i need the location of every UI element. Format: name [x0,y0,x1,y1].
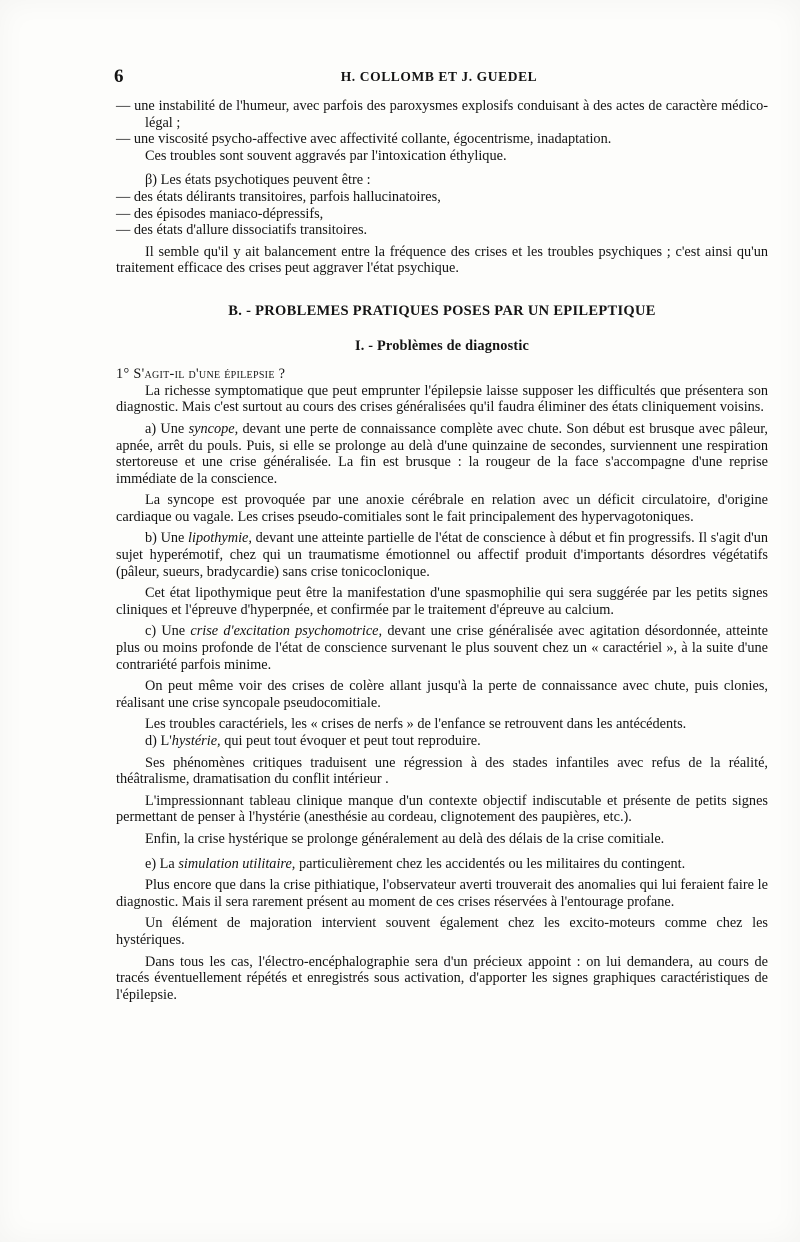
paragraph: β) Les états psychotiques peuvent être : [145,172,371,189]
paragraph: La richesse symptomatique que peut emprunter l'épilepsie laisse supposer les difficultés que présentera son diagnostic. Mais c'est surtout au cours des crises généralisées qu'il faudra éliminer des états cliniquement voisins. [116,382,768,416]
list-item: — une instabilité de l'humeur, avec parfois des paroxysmes explosifs conduisant à des actes de caractère médico-légal ; [116,98,768,131]
item-lead: e) La [145,855,179,872]
paragraph: Les troubles caractériels, les « crises de nerfs » de l'enfance se retrouvent dans les antécédents. [145,716,687,733]
item-text: devant une perte de connaissance complète avec chute. Son début est brusque avec pâleur, apnée, arrêt du pouls. Puis, si elle se prolonge au delà d'une quinzaine de secondes, surviennent une respiration stertoreuse et une crise généralisée. La fin est brusque : la rougeur de la face s'accompagne d'une reprise immédiate de la conscience. [116,420,768,487]
list-item: — des états d'allure dissociatifs transitoires. [116,222,368,239]
paragraph: Ces troubles sont souvent aggravés par l'intoxication éthylique. [145,147,507,164]
paragraph: Dans tous les cas, l'électro-encéphalographie sera d'un précieux appoint : on lui demandera, au cours de tracés éventuellement répétés et enregistrés sous activation, d'apporter les signes graphiques caractéristiques de l'épilepsie. [116,953,768,1003]
item-lead: d) L' [145,733,172,749]
item-text: devant une atteinte partielle de l'état de conscience à début et fin progressifs. Il s'agit d'un sujet hyperémotif, chez qui un traumatisme émotionnel ou affectif produit d'importants désordres végétatifs (pâleur, sueurs, bradycardie) sans crise tonicoclonique. [116,530,768,580]
paragraph-a [116,421,768,487]
paragraph: Il semble qu'il y ait balancement entre la fréquence des crises et les troubles psychiques ; c'est ainsi qu'un traitement efficace des crises peut aggraver l'état psychique. [116,243,768,277]
paragraph: Un élément de majoration intervient souvent également chez les excito-moteurs comme chez les hystériques. [116,915,768,948]
paragraph: Plus encore que dans la crise pithiatique, l'observateur averti trouverait des anomalies qui lui feraient faire le diagnostic. Mais il sera rarement présent au moment de ces crises réservées à l'entourage profane. [116,877,768,910]
paragraph-c [116,623,768,673]
item-term: syncope, [188,420,239,437]
item-text: devant une crise généralisée avec agitation désordonnée, atteinte plus ou moins profonde de l'état de conscience survenant le plus souvent chez un « caractériel », à la suite d'une contrariété parfois minime. [116,623,768,673]
running-head: H. COLLOMB ET J. GUEDEL [340,69,538,84]
item-text: particulièrement chez les accidentés ou les militaires du contingent. [295,855,686,872]
paragraph: La syncope est provoquée par une anoxie cérébrale en relation avec un déficit circulatoire, d'origine cardiaque ou vagale. Les crises pseudo-comitiales sont le fait principalement des hypervagotoniques. [116,492,768,525]
item-text: qui peut tout évoquer et peut tout reproduire. [220,733,481,749]
page-header [114,66,764,88]
list-item: — des états délirants transitoires, parfois hallucinatoires, [116,188,441,205]
question-heading: 1° S'agit-il d'une épilepsie ? [116,366,286,383]
item-lead: b) Une [145,530,189,547]
subsection-heading: I. - Problèmes de diagnostic [354,337,530,354]
page-number: 6 [114,66,124,87]
section-heading: B. - PROBLEMES PRATIQUES POSES PAR UN EPILEPTIQUE [228,302,656,319]
paragraph: L'impressionnant tableau clinique manque d'un contexte objectif indiscutable et présente de petits signes permettant de penser à l'hystérie (anesthésie au cordeau, clignotement des paupières, etc.). [116,792,768,826]
item-term: crise d'excitation psychomotrice, [190,623,383,640]
paragraph: Enfin, la crise hystérique se prolonge généralement au delà des délais de la crise comitiale. [145,830,665,847]
page-body [116,98,768,1003]
item-term: lipothymie, [188,530,252,547]
paragraph: On peut même voir des crises de colère allant jusqu'à la perte de connaissance avec chute, puis clonies, réalisant une crise syncopale pseudocomitiale. [116,678,768,711]
item-lead: c) Une [145,623,191,640]
item-term: simulation utilitaire, [178,855,296,872]
list-item: — des épisodes maniaco-dépressifs, [116,205,324,222]
paragraph: Ses phénomènes critiques traduisent une régression à des stades infantiles avec refus de la réalité, théâtralisme, dramatisation du conflit intérieur . [116,754,768,788]
item-term: hystérie, [171,733,221,749]
item-lead: a) Une [145,420,189,437]
paragraph-b [116,530,768,580]
list-item: — une viscosité psycho-affective avec affectivité collante, égocentrisme, inadaptation. [116,131,612,148]
paragraph: Cet état lipothymique peut être la manifestation d'une spasmophilie qui sera suggérée par les petits signes cliniques et l'épreuve d'hyperpnée, et confirmée par le traitement d'épreuve au calcium. [116,585,768,618]
paragraph-d [116,733,768,750]
paragraph-e [116,856,768,873]
